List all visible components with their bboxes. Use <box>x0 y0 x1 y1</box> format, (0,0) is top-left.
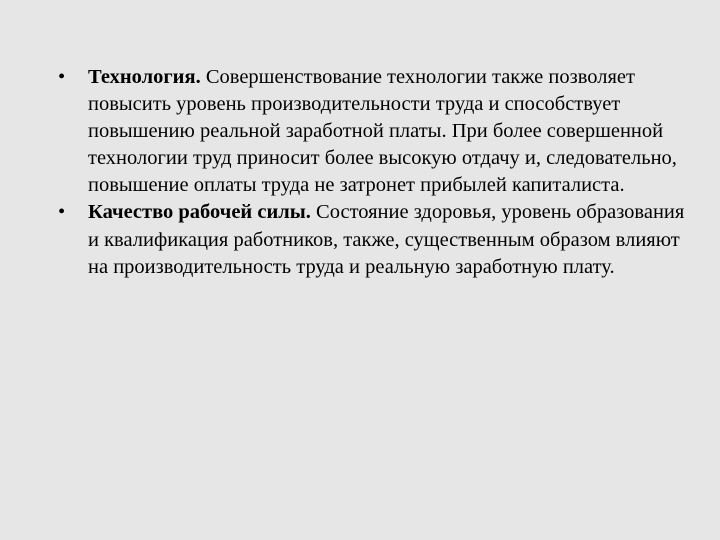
bullet-list <box>58 64 688 281</box>
bullet-item-technology <box>58 64 688 199</box>
bullet-marker: • <box>58 201 66 224</box>
bullet-term: Качество рабочей силы. <box>88 201 311 224</box>
bullet-item-labor-quality <box>58 199 688 280</box>
bullet-marker: • <box>58 66 66 88</box>
bullet-text: Совершенствование технологии также позволяет повысить уровень производительности труда и способствует повышению реальной заработной платы. При более совершенной технологии труд приносит более высокую отдачу и, следовательно, повышение оплаты труда не затронет прибылей капиталиста. <box>88 66 677 197</box>
bullet-text: Состояние здоровья, уровень образования и квалификация работников, также, существенным образом влияют на производительность труда и реальную заработную плату. <box>88 201 685 278</box>
bullet-term: Технология. <box>88 66 201 88</box>
